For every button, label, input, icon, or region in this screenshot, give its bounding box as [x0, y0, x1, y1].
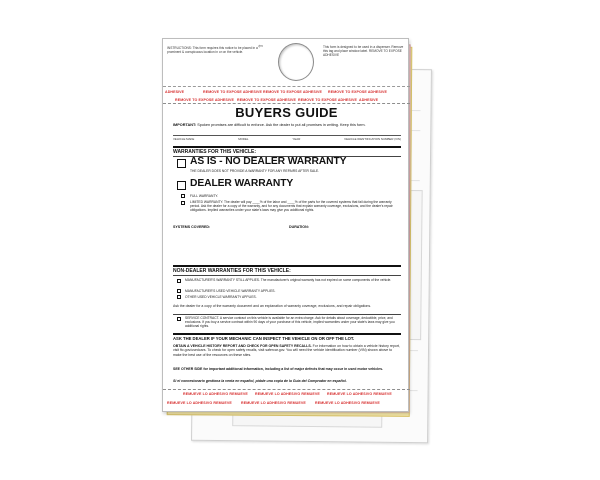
list-item: MANUFACTURER'S WARRANTY STILL APPLIES. The manufacturer's original warranty has not expired on some components of the vehicle.	[185, 278, 392, 282]
service-contract-checkbox[interactable]	[177, 317, 181, 321]
adhesive-label: REMOVE TO EXPOSE ADHESIVE	[237, 98, 297, 102]
field-model: MODEL	[238, 137, 249, 141]
adhesive-label: REMUEVE LO ADHESIVO REMUEVE	[315, 401, 380, 405]
other-used-checkbox[interactable]	[177, 295, 181, 299]
field-vin: VEHICLE IDENTIFICATION NUMBER (VIN)	[344, 137, 401, 141]
dealer-warranty-checkbox[interactable]	[177, 181, 186, 190]
adhesive-label: REMOVE TO EXPOSE ADHESIVE	[175, 98, 235, 102]
spanish-text: Si el concesionario gestiona la venta en español, pídale una copia de la Guía del Comprador en español.	[173, 379, 347, 383]
field-make: VEHICLE MAKE	[173, 137, 195, 141]
ask-copy-text: Ask the dealer for a copy of the warranty document and an explanation of warranty coverage, exclusions, and repair obligations.	[173, 304, 372, 308]
adhesive-label: REMUEVE LO ADHESIVO REMUEVE	[327, 392, 392, 396]
hang-hole	[278, 43, 314, 81]
divider	[173, 275, 401, 276]
divider	[173, 314, 401, 315]
other-side-paragraph	[173, 367, 401, 371]
spanish-paragraph	[173, 379, 401, 383]
list-item: OTHER USED VEHICLE WARRANTY APPLIES.	[185, 295, 257, 299]
dealer-warranty-label: DEALER WARRANTY	[190, 178, 294, 189]
adhesive-strip-bottom	[163, 391, 410, 399]
buyers-guide-front	[162, 38, 409, 412]
important-text: Spoken promises are difficult to enforce. Ask the dealer to put all promises in writing. Keep this form.	[197, 123, 366, 127]
history-paragraph	[173, 344, 401, 357]
adhesive-label: REMUEVE LO ADHESIVO REMUEVE	[167, 401, 232, 405]
divider	[173, 333, 401, 335]
full-warranty-checkbox[interactable]	[181, 194, 185, 198]
limited-warranty-text: LIMITED WARRANTY. The dealer will pay ____% of the labor and ____% of the parts for the covered systems that fail during the warranty period. Ask the dealer for a copy of the warranty, and for any documents that explain warranty coverage, exclusions, and the dealer's repair obligations. Implied warranties under your state's laws may give you additional rights.	[190, 200, 393, 213]
warranties-heading: WARRANTIES FOR THIS VEHICLE:	[173, 149, 257, 155]
full-warranty-label: FULL WARRANTY.	[190, 194, 219, 198]
history-bold: OBTAIN A VEHICLE HISTORY REPORT AND CHECK FOR OPEN SAFETY RECALLS.	[173, 344, 312, 348]
other-side-text: SEE OTHER SIDE for important additional information, including a list of major defects that may occur in used motor vehicles.	[173, 367, 384, 371]
page-title: BUYERS GUIDE	[235, 105, 338, 120]
important-label: IMPORTANT:	[173, 123, 197, 127]
field-year: YEAR	[292, 137, 301, 141]
divider	[173, 265, 401, 267]
as-is-checkbox[interactable]	[177, 159, 186, 168]
arrow-left-icon: ⇦	[258, 44, 264, 50]
hang-tag	[163, 39, 410, 87]
inspect-heading: ASK THE DEALER IF YOUR MECHANIC CAN INSPECT THE VEHICLE ON OR OFF THE LOT.	[173, 336, 355, 341]
manufacturer-used-checkbox[interactable]	[177, 289, 181, 293]
adhesive-label: REMUEVE LO ADHESIVO REMUEVE	[241, 401, 306, 405]
adhesive-label: REMOVE TO EXPOSE ADHESIVE	[263, 90, 323, 94]
as-is-label: AS IS - NO DEALER WARRANTY	[190, 156, 347, 167]
non-dealer-heading: NON-DEALER WARRANTIES FOR THIS VEHICLE:	[173, 268, 291, 274]
adhesive-strip-top	[163, 89, 410, 97]
duration-label: DURATION:	[289, 225, 309, 229]
history-text: For information on how to obtain a vehicle history report, visit ftc.gov/usedcars. To check for open safety recalls, visit safercar.gov. You will need the vehicle identification number (VIN) shown above to make the best use of the resources on these sites.	[173, 344, 400, 357]
instructions-text: INSTRUCTIONS: This form requires this notice to be placed in a prominent & conspicuous location in or on the vehicle.	[167, 46, 258, 54]
important-note	[173, 123, 399, 127]
adhesive-label: REMOVE TO EXPOSE ADHESIVE	[328, 90, 388, 94]
service-contract-text: SERVICE CONTRACT. A service contract on this vehicle is available for an extra charge. Ask for details about coverage, deductible, price, and exclusions. If you buy a service contract within 90 days of your purchase of this vehicle, implied warranties under your state's laws may give you additional rights.	[185, 316, 395, 329]
adhesive-label: REMUEVE LO ADHESIVO REMUEVE	[255, 392, 320, 396]
as-is-subtext: THE DEALER DOES NOT PROVIDE A WARRANTY FOR ANY REPAIRS AFTER SALE.	[190, 169, 320, 173]
limited-warranty-checkbox[interactable]	[181, 201, 185, 205]
adhesive-label: REMOVE TO EXPOSE ADHESIVE	[298, 98, 358, 102]
perforation-line	[163, 103, 410, 104]
dispenser-note: This form is designed to be used in a dispenser. Remove this tag and place window label. REMOVE TO EXPOSE ADHESIVE	[323, 45, 404, 57]
manufacturer-warranty-checkbox[interactable]	[177, 279, 181, 283]
divider	[173, 146, 401, 148]
perforation-line	[163, 389, 410, 390]
list-item: MANUFACTURER'S USED VEHICLE WARRANTY APPLIES.	[185, 289, 276, 293]
systems-covered-label: SYSTEMS COVERED:	[173, 225, 211, 229]
adhesive-label: ADHESIVE	[359, 98, 379, 102]
adhesive-label: REMUEVE LO ADHESIVO REMUEVE	[183, 392, 248, 396]
adhesive-label: REMOVE TO EXPOSE ADHESIVE	[203, 90, 263, 94]
adhesive-label: ADHESIVE	[165, 90, 185, 94]
adhesive-strip-bottom-2	[163, 400, 410, 408]
vehicle-info-row	[173, 135, 401, 144]
